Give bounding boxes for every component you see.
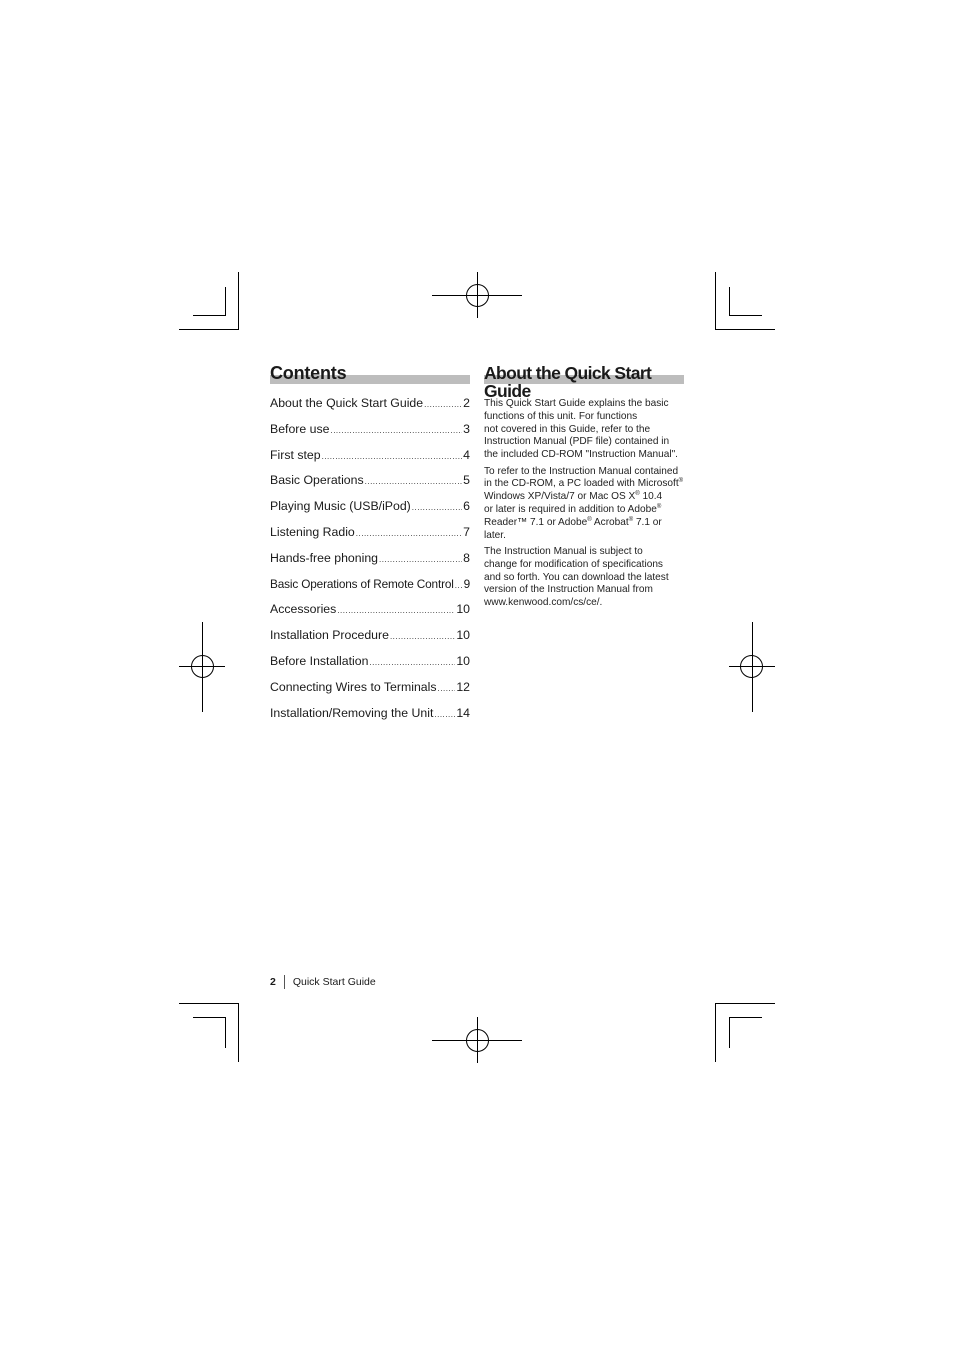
toc-entry[interactable] [270,422,470,448]
page-number: 2 [270,976,276,988]
footer-separator [284,975,285,989]
toc-leader-dots [356,529,462,538]
toc-leader-dots [434,710,455,719]
toc-entry-title: Basic Operations of Remote Control [270,576,454,591]
toc-entry-title: Before use [270,421,330,436]
registered-mark: ® [656,503,662,510]
about-paragraph-3 [484,546,686,610]
toc-entry[interactable] [270,577,470,603]
toc-entry-title: Before Installation [270,653,369,668]
registered-mark: ® [628,516,634,523]
toc-entry-page: 5 [463,473,470,488]
toc-entry-page: 10 [456,602,470,617]
text-line: change for modification of specifications [484,558,663,570]
text-line: Windows XP/Vista/7 or Mac OS X [484,491,636,503]
toc-leader-dots [379,555,462,564]
about-heading [484,364,684,400]
toc-entry[interactable] [270,525,470,551]
toc-entry[interactable] [270,680,470,706]
text-line: functions of this unit. For functions [484,410,638,422]
toc-entry-page: 10 [456,628,470,643]
footer-title: Quick Start Guide [292,976,376,988]
toc-entry-title: Installation Procedure [270,628,389,643]
text-line: Acrobat [591,516,629,528]
toc-leader-dots [455,581,463,590]
registered-mark: ® [678,478,684,485]
about-body [484,398,686,614]
toc-entry-title: Installation/Removing the Unit [270,705,434,720]
registered-mark: ® [587,516,592,523]
toc-leader-dots [438,684,456,693]
text-line: or later is required in addition to Adobe [484,503,657,515]
toc-leader-dots [424,400,462,409]
toc-entry[interactable] [270,706,470,732]
about-paragraph-1 [484,398,686,462]
text-line: in the CD-ROM, a PC loaded with Microsoft [484,478,679,490]
toc-entry[interactable] [270,654,470,680]
download-url[interactable]: www.kenwood.com/cs/ce/. [484,597,603,609]
toc-entry-page: 6 [463,499,470,514]
toc-entry-page: 3 [463,421,470,436]
toc-entry-title: Playing Music (USB/iPod) [270,499,411,514]
contents-heading [270,364,470,382]
text-line: the included CD-ROM "Instruction Manual". [484,449,678,461]
toc-entry-title: Basic Operations [270,473,364,488]
toc-leader-dots [330,426,462,435]
toc-entry-title: Listening Radio [270,524,355,539]
toc-entry-page: 9 [463,576,470,591]
text-line: not covered in this Guide, refer to the [484,423,651,435]
text-line: Reader™ 7.1 or Adobe [484,516,588,528]
toc-entry[interactable] [270,628,470,654]
about-paragraph-2 [484,466,686,543]
toc-entry-title: About the Quick Start Guide [270,396,424,410]
toc-entry-page: 7 [463,524,470,539]
text-line: 10.4 [639,491,663,503]
toc-entry-page: 2 [463,396,470,410]
toc-leader-dots [322,452,463,461]
registered-mark: ® [635,491,640,498]
toc-entry-page: 12 [456,679,470,694]
toc-leader-dots [412,503,462,512]
table-of-contents [270,396,470,731]
text-line: This Quick Start Guide explains the basic [484,398,669,409]
about-heading-text: About the Quick Start Guide [484,363,652,401]
toc-entry-title: Accessories [270,602,337,617]
toc-leader-dots [337,606,455,615]
toc-entry-title: Connecting Wires to Terminals [270,679,437,694]
text-line: and so forth. You can download the latest [484,571,669,583]
toc-entry[interactable] [270,396,470,422]
toc-entry[interactable] [270,448,470,474]
text-line: To refer to the Instruction Manual contained [484,465,679,477]
toc-entry-title: First step [270,447,321,462]
toc-entry[interactable] [270,551,470,577]
toc-leader-dots [365,477,463,486]
toc-entry-page: 10 [456,653,470,668]
toc-entry[interactable] [270,602,470,628]
toc-entry-page: 14 [456,705,470,720]
text-line: 7.1 or later. [484,516,662,541]
toc-leader-dots [369,658,455,667]
contents-heading-text: Contents [270,363,347,383]
toc-entry[interactable] [270,473,470,499]
toc-entry[interactable] [270,499,470,525]
text-line: Instruction Manual (PDF file) contained in [484,436,670,448]
page-footer [270,975,376,989]
toc-leader-dots [390,632,455,641]
toc-entry-page: 4 [463,447,470,462]
toc-entry-page: 8 [463,550,470,565]
text-line: The Instruction Manual is subject to [484,545,643,557]
toc-entry-title: Hands-free phoning [270,550,379,565]
text-line: version of the Instruction Manual from [484,584,653,596]
